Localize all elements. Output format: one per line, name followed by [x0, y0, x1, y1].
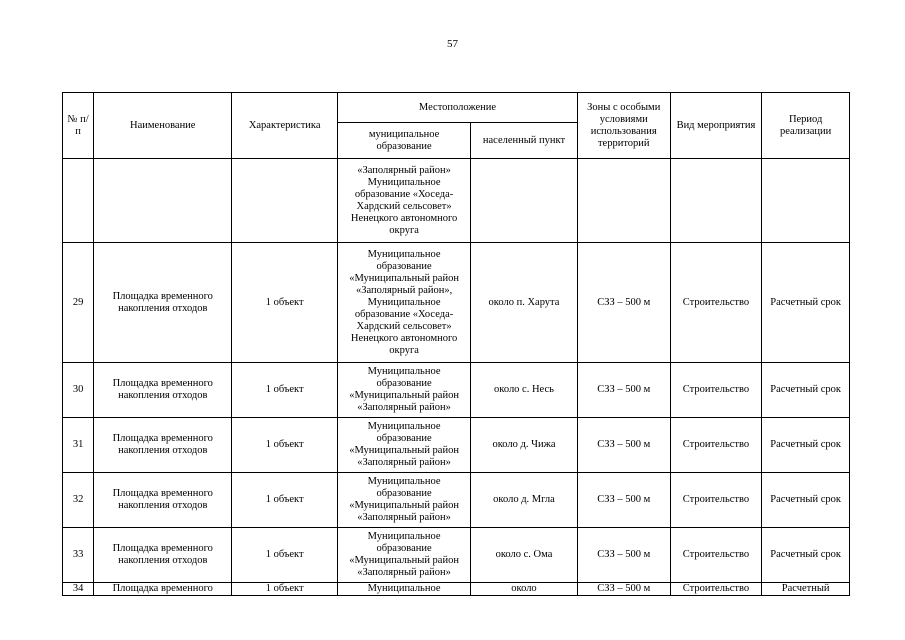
header-num: № п/п [63, 93, 94, 159]
cell-period [762, 159, 850, 243]
cell-activity: Строительство [670, 473, 762, 528]
cell-period: Расчетный срок [762, 528, 850, 583]
cell-characteristic: 1 объект [232, 363, 338, 418]
cell-activity [670, 159, 762, 243]
cell-settlement: около д. Мгла [471, 473, 578, 528]
header-location: Местоположение [338, 93, 578, 123]
table-row [63, 363, 850, 418]
cell-activity: Строительство [670, 583, 762, 596]
cell-characteristic [232, 159, 338, 243]
table-row-continuation [63, 159, 850, 243]
page-number: 57 [447, 38, 458, 50]
document-table [62, 92, 850, 596]
cell-period: Расчетный срок [762, 243, 850, 363]
cell-characteristic: 1 объект [232, 243, 338, 363]
cell-zone: СЗЗ – 500 м [577, 528, 670, 583]
cell-name: Площадка временного накопления отходов [94, 473, 232, 528]
cell-period: Расчетный срок [762, 363, 850, 418]
cell-activity: Строительство [670, 363, 762, 418]
cell-num: 29 [63, 243, 94, 363]
cell-num [63, 159, 94, 243]
cell-settlement: около [471, 583, 578, 596]
table-row [63, 243, 850, 363]
cell-characteristic: 1 объект [232, 473, 338, 528]
cell-characteristic: 1 объект [232, 528, 338, 583]
cell-settlement: около д. Чижа [471, 418, 578, 473]
cell-characteristic: 1 объект [232, 583, 338, 596]
table-row [63, 583, 850, 596]
cell-period: Расчетный срок [762, 473, 850, 528]
header-characteristic: Характеристика [232, 93, 338, 159]
cell-num: 33 [63, 528, 94, 583]
header-name: Наименование [94, 93, 232, 159]
table-row [63, 418, 850, 473]
cell-municipal: Муниципальное образование «Муниципальный район «Заполярный район» [338, 528, 471, 583]
cell-settlement [471, 159, 578, 243]
cell-zone: СЗЗ – 500 м [577, 243, 670, 363]
cell-num: 34 [63, 583, 94, 596]
cell-characteristic: 1 объект [232, 418, 338, 473]
cell-name [94, 159, 232, 243]
header-activity: Вид мероприятия [670, 93, 762, 159]
cell-name: Площадка временного накопления отходов [94, 418, 232, 473]
cell-num: 30 [63, 363, 94, 418]
cell-municipal: «Заполярный район» Муниципальное образование «Хоседа-Хардский сельсовет» Ненецкого автономного округа [338, 159, 471, 243]
cell-activity: Строительство [670, 528, 762, 583]
cell-municipal: Муниципальное образование «Муниципальный район «Заполярный район», Муниципальное образование «Хоседа-Хардский сельсовет» Ненецкого автономного округа [338, 243, 471, 363]
cell-municipal: Муниципальное образование «Муниципальный район «Заполярный район» [338, 473, 471, 528]
cell-settlement: около п. Харута [471, 243, 578, 363]
cell-settlement: около с. Ома [471, 528, 578, 583]
cell-municipal: Муниципальное [338, 583, 471, 596]
table-row [63, 473, 850, 528]
cell-name: Площадка временного накопления отходов [94, 363, 232, 418]
cell-zone: СЗЗ – 500 м [577, 418, 670, 473]
header-municipal: муниципальное образование [338, 123, 471, 159]
cell-name: Площадка временного [94, 583, 232, 596]
cell-zone: СЗЗ – 500 м [577, 473, 670, 528]
header-period: Период реализации [762, 93, 850, 159]
cell-name: Площадка временного накопления отходов [94, 243, 232, 363]
cell-name: Площадка временного накопления отходов [94, 528, 232, 583]
cell-activity: Строительство [670, 243, 762, 363]
cell-settlement: около с. Несь [471, 363, 578, 418]
cell-activity: Строительство [670, 418, 762, 473]
header-settlement: населенный пункт [471, 123, 578, 159]
cell-num: 31 [63, 418, 94, 473]
header-zones: Зоны с особыми условиями использования территорий [577, 93, 670, 159]
cell-zone: СЗЗ – 500 м [577, 363, 670, 418]
cell-municipal: Муниципальное образование «Муниципальный район «Заполярный район» [338, 418, 471, 473]
cell-municipal: Муниципальное образование «Муниципальный район «Заполярный район» [338, 363, 471, 418]
cell-zone [577, 159, 670, 243]
cell-zone: СЗЗ – 500 м [577, 583, 670, 596]
table-row [63, 528, 850, 583]
cell-num: 32 [63, 473, 94, 528]
cell-period: Расчетный [762, 583, 850, 596]
cell-period: Расчетный срок [762, 418, 850, 473]
